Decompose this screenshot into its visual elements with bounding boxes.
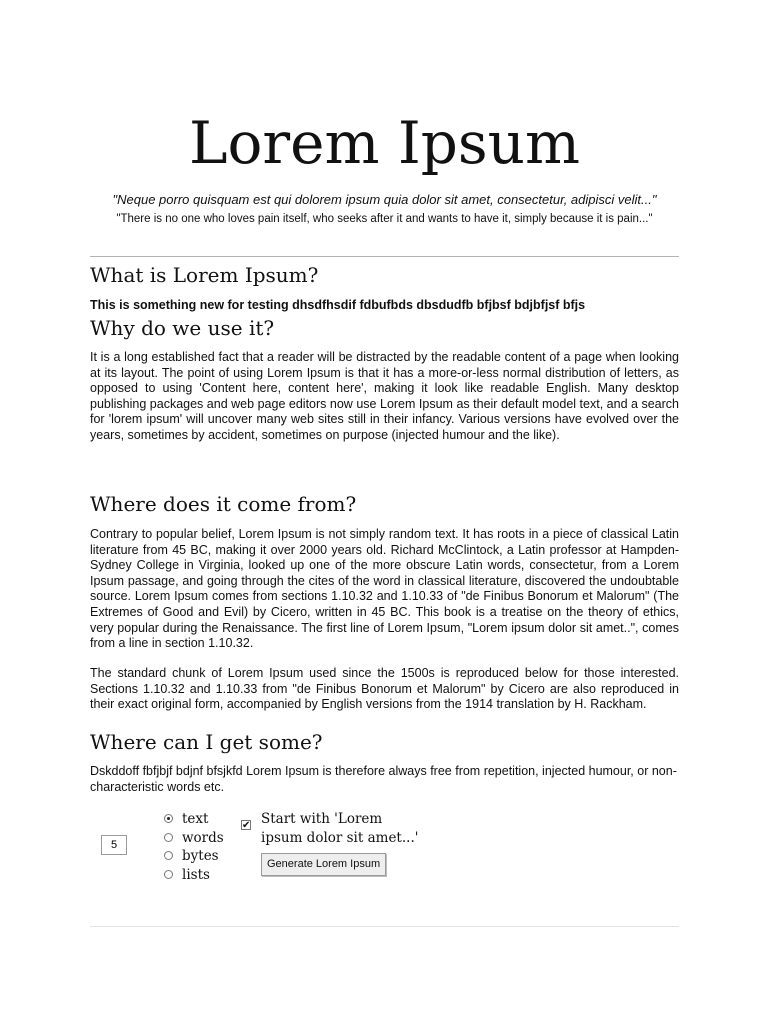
paragraph-where-from-1: Contrary to popular belief, Lorem Ipsum is not simply random text. It has roots in a piece of classical Latin literature from 45 BC, making it over 2000 years old. Richard McClintock, a Latin professor at Hampden-Sydney College in Virginia, looked up one of the more obscure Latin words, consectetur, from a Lorem Ipsum passage, and going through the cites of the word in classical literature, discovered the undoubtable source. Lorem Ipsum comes from sections 1.10.32 and 1.10.33 of "de Finibus Bonorum et Malorum" (The Extremes of Good and Evil) by Cicero, written in 45 BC. This book is a treatise on the theory of ethics, very popular during the Renaissance. The first line of Lorem Ipsum, "Lorem ipsum dolor sit amet..", comes from a line in section 1.10.32.: [90, 527, 679, 651]
top-divider: [90, 256, 679, 257]
heading-why-use: Why do we use it?: [90, 316, 275, 340]
lorem-generator-form: [90, 808, 679, 888]
radio-option-words[interactable]: [164, 829, 244, 848]
bottom-divider: [90, 926, 679, 927]
radio-label: lists: [182, 866, 210, 883]
heading-where-from: Where does it come from?: [90, 492, 357, 516]
radio-option-text[interactable]: [164, 810, 244, 829]
latin-quote: "Neque porro quisquam est qui dolorem ipsum quia dolor sit amet, consectetur, adipisci velit...": [112, 192, 657, 207]
paragraph-why-use: It is a long established fact that a reader will be distracted by the readable content of a page when looking at its layout. The point of using Lorem Ipsum is that it has a more-or-less normal distribution of letters, as opposed to using 'Content here, content here', making it look like readable English. Many desktop publishing packages and web page editors now use Lorem Ipsum as their default model text, and a search for 'lorem ipsum' will uncover many web sites still in their infancy. Various versions have evolved over the years, sometimes by accident, sometimes on purpose (injected humour and the like).: [90, 350, 679, 442]
radio-option-bytes[interactable]: [164, 847, 244, 866]
amount-input[interactable]: [101, 835, 127, 855]
english-quote: "There is no one who loves pain itself, who seeks after it and wants to have it, simply because it is pain...": [116, 213, 653, 225]
heading-what-is: What is Lorem Ipsum?: [90, 263, 319, 287]
paragraph-where-get: Dskddoff fbfjbjf bdjnf bfsjkfd Lorem Ipsum is therefore always free from repetition, injected humour, or non-characteristic words etc.: [90, 764, 677, 794]
radio-empty-icon[interactable]: [164, 870, 173, 879]
start-with-label: Start with 'Lorem ipsum dolor sit amet...': [261, 811, 419, 846]
radio-empty-icon[interactable]: [164, 851, 173, 860]
heading-where-get: Where can I get some?: [90, 730, 323, 754]
unit-radio-group: [164, 810, 244, 884]
page-title: Lorem Ipsum: [188, 109, 581, 177]
generate-button[interactable]: Generate Lorem Ipsum: [261, 853, 386, 876]
radio-selected-icon[interactable]: [164, 814, 173, 823]
radio-empty-icon[interactable]: [164, 833, 173, 842]
radio-label: words: [182, 829, 224, 846]
paragraph-where-from-2: The standard chunk of Lorem Ipsum used since the 1500s is reproduced below for those interested. Sections 1.10.32 and 1.10.33 from "de Finibus Bonorum et Malorum" by Cicero are also reproduced in their exact original form, accompanied by English versions from the 1914 translation by H. Rackham.: [90, 666, 679, 712]
radio-label: text: [182, 811, 209, 827]
bold-test-line: This is something new for testing dhsdfhsdif fdbufbds dbsdudfb bfjbsf bdjbfjsf bfjs: [90, 298, 586, 312]
radio-option-lists[interactable]: [164, 866, 244, 885]
start-with-checkbox[interactable]: ✔: [242, 820, 251, 831]
radio-label: bytes: [182, 848, 219, 864]
